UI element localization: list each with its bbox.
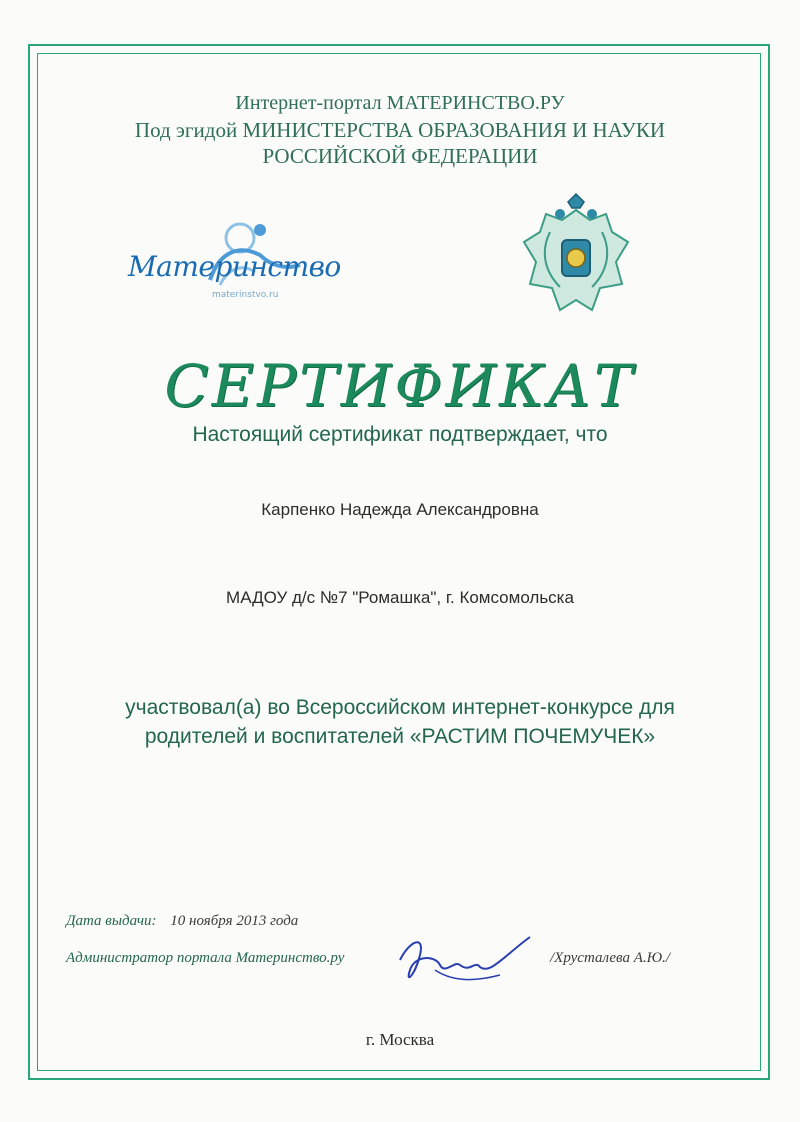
- city: г. Москва: [365, 1030, 435, 1049]
- certificate-title: СЕРТИФИКАТ: [164, 352, 636, 420]
- participation-text: [0, 693, 800, 751]
- logo-url: materinstvo.ru: [212, 290, 279, 300]
- participation-line-2: родителей и воспитателей «РАСТИМ ПОЧЕМУЧЕК»: [144, 725, 656, 748]
- organization: МАДОУ д/с №7 "Ромашка", г. Комсомольска: [226, 588, 574, 607]
- signer-name: /Хрусталева А.Ю./: [550, 950, 671, 966]
- header-line-2: Под эгидой МИНИСТЕРСТВА ОБРАЗОВАНИЯ И НАУКИ: [134, 118, 666, 142]
- issue-date: [66, 913, 298, 930]
- date-label: Дата выдачи:: [66, 913, 157, 929]
- ministry-emblem-icon: [520, 192, 632, 332]
- header-line-3: РОССИЙСКОЙ ФЕДЕРАЦИИ: [262, 144, 538, 168]
- admin-label: Администратор портала Материнство.ру: [66, 950, 345, 966]
- participation-line-1: участвовал(а) во Всероссийском интернет-конкурсе для: [125, 696, 675, 719]
- logo-wordmark: Материнство: [128, 250, 341, 283]
- signature-icon: [380, 925, 540, 995]
- confirm-text: Настоящий сертификат подтверждает, что: [192, 423, 608, 446]
- header-line-1: Интернет-портал МАТЕРИНСТВО.РУ: [235, 92, 565, 114]
- date-value: 10 ноября 2013 года: [170, 913, 299, 929]
- recipient-name: Карпенко Надежда Александровна: [261, 500, 539, 519]
